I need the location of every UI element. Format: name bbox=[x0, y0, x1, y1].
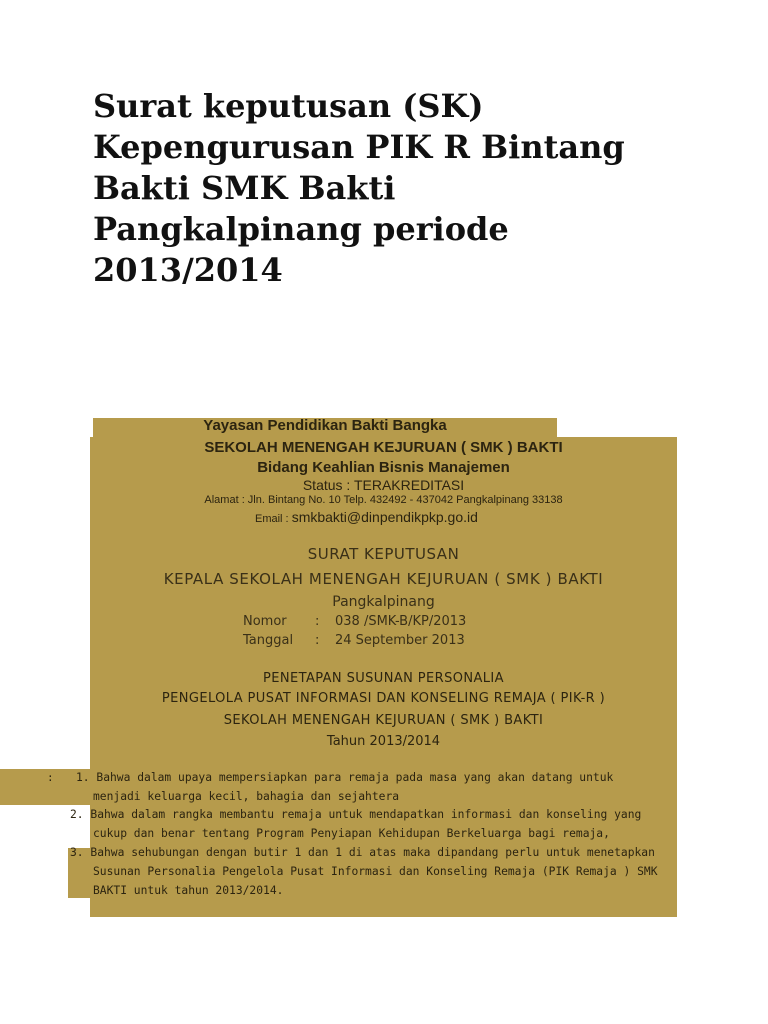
considerations-colon: : bbox=[47, 771, 54, 784]
tanggal-value: 24 September 2013 bbox=[335, 633, 465, 648]
subject-line-2: PENGELOLA PUSAT INFORMASI DAN KONSELING REMAJA ( PIK-R ) bbox=[161, 691, 606, 706]
page-title bbox=[93, 86, 693, 291]
foundation-name: Yayasan Pendidikan Bakti Bangka bbox=[203, 417, 447, 434]
subject-line-3: SEKOLAH MENENGAH KEJURUAN ( SMK ) BAKTI bbox=[223, 713, 544, 728]
consideration-3-line-1: 3. Bahwa sehubungan dengan butir 1 dan 1 di atas maka dipandang perlu untuk menetapkan bbox=[70, 846, 655, 859]
nomor-separator: : bbox=[315, 614, 320, 629]
email-label: Email : bbox=[255, 513, 289, 525]
decree-city: Pangkalpinang bbox=[332, 594, 435, 610]
title-line-3: Bakti SMK Bakti bbox=[93, 169, 396, 207]
expertise-field: Bidang Keahlian Bisnis Manajemen bbox=[257, 459, 510, 476]
decree-date-row bbox=[243, 633, 465, 648]
school-address: Alamat : Jln. Bintang No. 10 Telp. 432492 - 437042 Pangkalpinang 33138 bbox=[204, 494, 563, 506]
decree-number-row bbox=[243, 614, 466, 629]
school-email bbox=[255, 509, 478, 525]
consideration-2-line-2: cukup dan benar tentang Program Penyiapan Kehidupan Berkeluarga bagi remaja, bbox=[93, 827, 610, 840]
title-line-4: Pangkalpinang periode bbox=[93, 210, 509, 248]
title-line-2: Kepengurusan PIK R Bintang bbox=[93, 128, 625, 166]
school-name: SEKOLAH MENENGAH KEJURUAN ( SMK ) BAKTI bbox=[204, 439, 563, 456]
consideration-1-line-1: 1. Bahwa dalam upaya mempersiapkan para remaja pada masa yang akan datang untuk bbox=[76, 771, 614, 784]
consideration-1-line-2: menjadi keluarga kecil, bahagia dan sejahtera bbox=[93, 790, 400, 803]
tanggal-separator: : bbox=[315, 633, 320, 648]
title-line-5: 2013/2014 bbox=[93, 251, 283, 289]
decree-issuer: KEPALA SEKOLAH MENENGAH KEJURUAN ( SMK ) BAKTI bbox=[163, 570, 604, 588]
consideration-2-line-1: 2. Bahwa dalam rangka membantu remaja untuk mendapatkan informasi dan konseling yang bbox=[70, 808, 642, 821]
email-address: smkbakti@dinpendikpkp.go.id bbox=[291, 509, 478, 525]
nomor-label: Nomor bbox=[243, 614, 287, 629]
subject-year: Tahun 2013/2014 bbox=[326, 734, 441, 749]
nomor-value: 038 /SMK-B/KP/2013 bbox=[335, 614, 467, 629]
tanggal-label: Tanggal bbox=[243, 633, 294, 648]
accreditation-status: Status : TERAKREDITASI bbox=[302, 477, 465, 493]
consideration-3-line-2: Susunan Personalia Pengelola Pusat Informasi dan Konseling Remaja (PIK Remaja ) SMK bbox=[93, 865, 658, 878]
subject-line-1: PENETAPAN SUSUNAN PERSONALIA bbox=[263, 671, 504, 686]
decree-title: SURAT KEPUTUSAN bbox=[307, 545, 460, 563]
consideration-3-line-3: BAKTI untuk tahun 2013/2014. bbox=[93, 884, 284, 897]
title-line-1: Surat keputusan (SK) bbox=[93, 87, 484, 125]
